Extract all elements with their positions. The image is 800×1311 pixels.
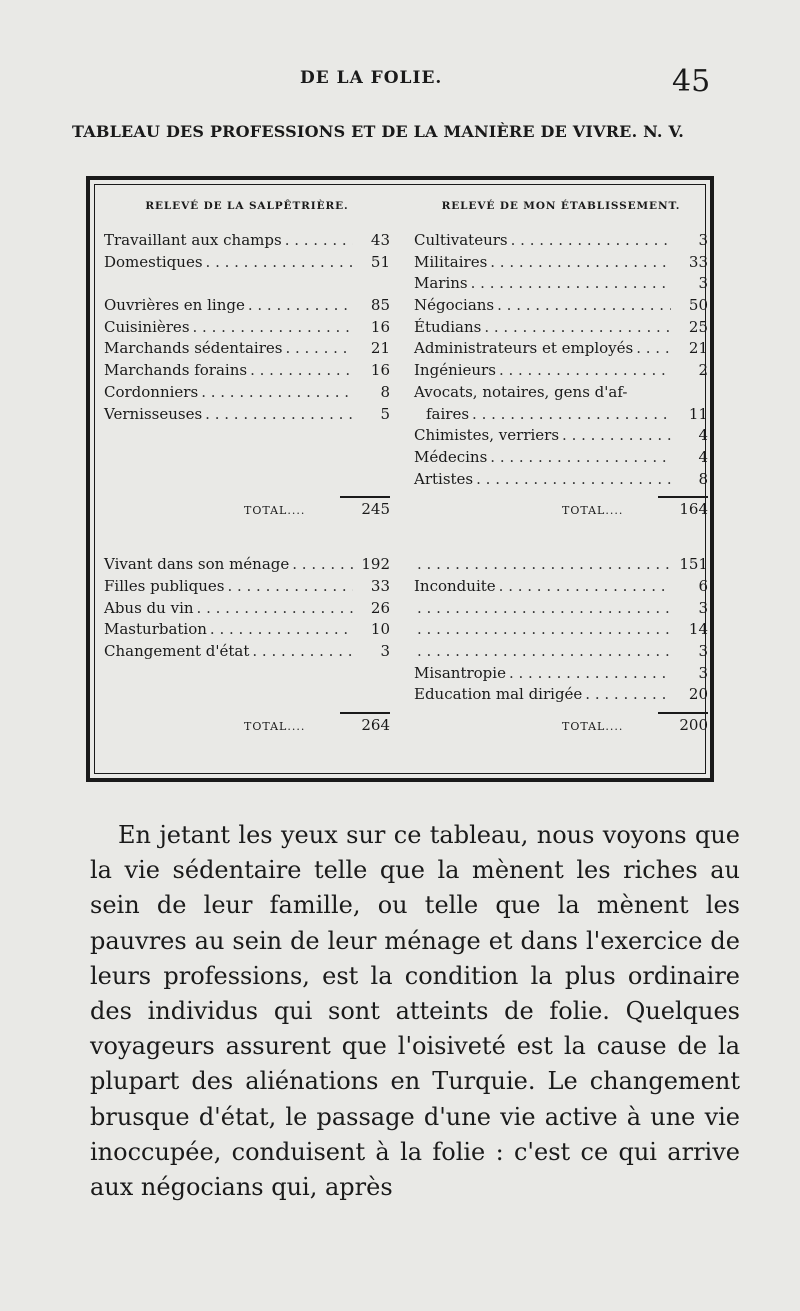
dot-leader <box>471 273 671 295</box>
total-row <box>104 712 390 742</box>
etablissement-professions-list <box>414 230 708 490</box>
dot-leader <box>484 317 671 339</box>
row-count: 51 <box>370 252 390 271</box>
row-label: Inconduite <box>414 576 496 595</box>
row-label: Administrateurs et employés <box>414 339 634 358</box>
column-heading: RELEVÉ DE LA SALPÊTRIÈRE. <box>145 200 349 212</box>
dot-leader <box>250 360 353 382</box>
row-count: 21 <box>688 339 708 358</box>
row-label: Vivant dans son ménage <box>104 555 290 574</box>
row-label: Artistes <box>414 469 474 488</box>
row-count: 10 <box>370 620 390 639</box>
table-row <box>104 404 390 426</box>
dot-leader <box>509 663 671 685</box>
table-row <box>414 469 708 491</box>
row-label: Marchands forains <box>104 361 248 380</box>
table-row <box>104 252 390 274</box>
table-row <box>414 317 708 339</box>
row-count: 16 <box>370 317 390 336</box>
dot-leader <box>497 295 671 317</box>
row-count: 192 <box>361 555 390 574</box>
row-count: 26 <box>370 598 390 617</box>
row-label: Domestiques <box>104 252 203 271</box>
table-row <box>414 404 708 426</box>
row-count: 8 <box>698 469 708 488</box>
dot-leader <box>490 447 671 469</box>
dot-leader <box>201 382 353 404</box>
row-count: 6 <box>698 576 708 595</box>
row-count: 21 <box>370 339 390 358</box>
row-count: 3 <box>698 598 708 617</box>
etablissement-column <box>414 200 708 760</box>
row-label: Marins <box>414 274 468 293</box>
total-label: TOTAL.... <box>562 504 624 518</box>
total-rule <box>340 712 390 714</box>
total-rule <box>340 496 390 498</box>
total-label: TOTAL.... <box>244 504 306 518</box>
table-row <box>104 619 390 641</box>
dot-leader <box>490 252 671 274</box>
row-label: Cuisinières <box>104 317 190 336</box>
row-count: 85 <box>370 296 390 315</box>
salpetriere-column <box>104 200 390 760</box>
dot-leader <box>562 425 671 447</box>
professions-table <box>86 176 714 782</box>
row-label: Marchands sédentaires <box>104 339 283 358</box>
running-head: DE LA FOLIE. <box>300 68 443 88</box>
table-row <box>104 554 390 576</box>
dot-leader <box>248 295 353 317</box>
dot-leader <box>472 404 671 426</box>
etablissement-way-of-life-list <box>414 554 708 706</box>
row-count: 3 <box>380 642 390 660</box>
table-row <box>414 273 708 295</box>
page-number: 45 <box>672 64 711 99</box>
row-label: Médecins <box>414 447 488 466</box>
table-title: TABLEAU DES PROFESSIONS ET DE LA MANIÈRE DE VIVRE. N. V. <box>72 122 685 141</box>
table-row <box>414 598 708 620</box>
row-label: Changement d'état <box>104 642 250 660</box>
row-count: 3 <box>698 642 708 660</box>
row-label: Filles publiques <box>104 576 225 595</box>
table-row <box>104 598 390 620</box>
total-rule <box>658 496 708 498</box>
row-label: Avocats, notaires, gens d'af- <box>414 382 628 401</box>
salpetriere-professions-list <box>104 230 390 490</box>
total-value: 245 <box>361 500 390 519</box>
total-row <box>104 496 390 526</box>
table-row <box>414 230 708 252</box>
column-heading: RELEVÉ DE MON ÉTABLISSEMENT. <box>441 200 681 212</box>
table-row <box>414 663 708 685</box>
body-text: En jetant les yeux sur ce tableau, nous voyons que la vie sédentaire telle que la mènent les riches au sein de leur famille, ou telle que la mènent les pauvres au sein de leur ménage et dans l'exercice de leurs professions, est la condition la plus ordinaire des individus qui sont atteints de folie. Quelques voyageurs assurent que l'oisiveté est la cause de la plupart des aliénations en Turquie. Le changement brusque d'état, le passage d'une vie active à une vie inoccupée, conduisent à la folie : c'est ce qui arrive aux négocians qui, après <box>90 821 740 1202</box>
table-row <box>414 576 708 598</box>
table-row <box>104 317 390 339</box>
dot-leader <box>252 641 353 663</box>
dot-leader <box>511 230 671 252</box>
row-count: 5 <box>380 404 390 423</box>
row-label: Vernisseuses <box>104 404 203 423</box>
dot-leader <box>417 641 671 663</box>
table-row <box>414 447 708 469</box>
dot-leader <box>193 317 353 339</box>
dot-leader <box>197 598 353 620</box>
table-row <box>414 252 708 274</box>
dot-leader <box>476 469 671 491</box>
row-label: Chimistes, verriers <box>414 426 560 445</box>
dot-leader <box>417 598 671 620</box>
row-count: 3 <box>698 274 708 293</box>
row-label: Travaillant aux champs <box>104 231 282 249</box>
table-row <box>414 338 708 360</box>
row-label: Education mal dirigée <box>414 685 583 704</box>
row-count: 25 <box>688 317 708 336</box>
spacer <box>104 469 390 491</box>
spacer <box>104 663 390 685</box>
row-count: 8 <box>380 382 390 401</box>
dot-leader <box>205 404 353 426</box>
table-row <box>414 684 708 706</box>
row-label: Étudians <box>414 317 482 336</box>
dot-leader <box>210 619 353 641</box>
spacer <box>104 447 390 469</box>
table-row <box>104 338 390 360</box>
row-label: Cordonniers <box>104 382 199 401</box>
row-label: faires <box>426 404 470 423</box>
table-row <box>104 273 390 295</box>
dot-leader <box>285 338 353 360</box>
dot-leader <box>499 576 671 598</box>
total-row <box>414 712 708 742</box>
row-count: 14 <box>688 620 708 639</box>
dot-leader <box>417 554 671 576</box>
dot-leader <box>227 576 353 598</box>
dot-leader <box>417 619 671 641</box>
page-header <box>0 64 800 104</box>
table-row <box>414 425 708 447</box>
row-count: 4 <box>698 447 708 466</box>
dot-leader <box>585 684 671 706</box>
row-label: Ouvrières en linge <box>104 296 245 315</box>
total-label: TOTAL.... <box>562 720 624 734</box>
table-row <box>414 295 708 317</box>
row-count: 43 <box>370 231 390 249</box>
row-count: 151 <box>679 555 708 574</box>
row-count: 2 <box>698 361 708 380</box>
row-label: Abus du vin <box>104 598 194 617</box>
table-row <box>414 382 708 404</box>
dot-leader <box>636 338 671 360</box>
dot-leader <box>285 230 353 252</box>
table-row <box>104 360 390 382</box>
body-paragraph <box>90 818 740 1205</box>
table-row <box>414 641 708 663</box>
table-row <box>104 230 390 252</box>
table-row <box>414 554 708 576</box>
row-count: 3 <box>698 663 708 682</box>
row-label: Ingénieurs <box>414 361 496 380</box>
dot-leader <box>292 554 353 576</box>
table-row <box>414 360 708 382</box>
total-rule <box>658 712 708 714</box>
row-count: 4 <box>698 426 708 445</box>
dot-leader <box>206 252 353 274</box>
table-row <box>104 295 390 317</box>
salpetriere-way-of-life-list <box>104 554 390 706</box>
row-label: Militaires <box>414 252 488 271</box>
table-row <box>104 576 390 598</box>
total-value: 200 <box>679 716 708 735</box>
row-count: 11 <box>688 404 708 423</box>
table-row <box>104 382 390 404</box>
dot-leader <box>499 360 671 382</box>
row-count: 33 <box>370 576 390 595</box>
row-label: Masturbation <box>104 620 207 639</box>
table-row <box>104 641 390 663</box>
total-value: 164 <box>679 500 708 519</box>
row-label: Misantropie <box>414 663 506 682</box>
total-label: TOTAL.... <box>244 720 306 734</box>
row-count: 16 <box>370 361 390 380</box>
row-count: 50 <box>688 296 708 315</box>
row-count: 20 <box>688 685 708 704</box>
total-row <box>414 496 708 526</box>
table-row <box>414 619 708 641</box>
total-value: 264 <box>361 716 390 735</box>
row-label: Négocians <box>414 296 495 315</box>
row-label: Cultivateurs <box>414 231 508 249</box>
spacer <box>104 425 390 447</box>
spacer <box>104 684 390 706</box>
row-count: 33 <box>688 252 708 271</box>
row-count: 3 <box>698 231 708 249</box>
